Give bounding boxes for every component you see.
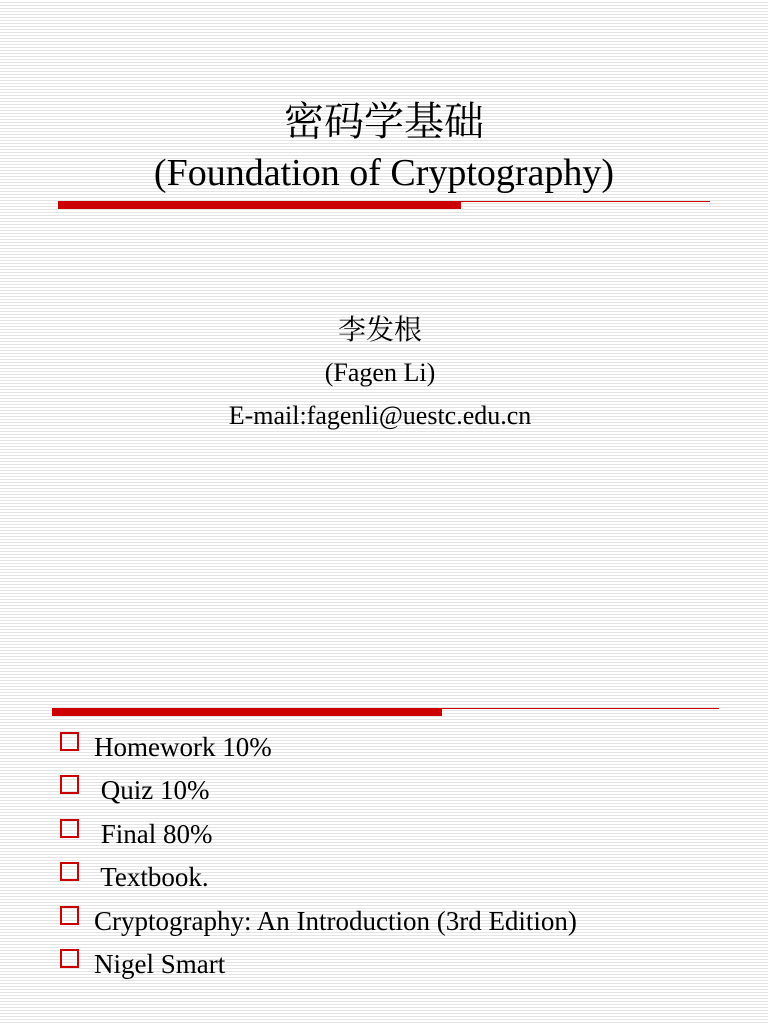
- list-item-text: Nigel Smart: [94, 948, 226, 979]
- section-divider-thin: [442, 708, 719, 709]
- list-item: [58, 945, 748, 988]
- hollow-square-bullet-icon: [60, 775, 79, 794]
- title-divider-thin: [461, 201, 710, 202]
- list-item: [58, 728, 748, 771]
- author-name-english: (Fagen Li): [324, 358, 436, 387]
- hollow-square-bullet-icon: [60, 949, 79, 968]
- author-name-chinese: 李发根: [337, 315, 422, 346]
- hollow-square-bullet-icon: [60, 732, 79, 751]
- list-item-text: Final 80%: [94, 818, 213, 849]
- slide-title-english: (Foundation of Cryptography): [153, 152, 615, 194]
- list-item: [58, 771, 748, 814]
- list-item-text: Textbook.: [94, 862, 209, 893]
- list-item-text: Homework 10%: [94, 732, 272, 762]
- author-email: E-mail:fagenli@uestc.edu.cn: [228, 401, 532, 430]
- hollow-square-bullet-icon: [60, 906, 79, 925]
- list-item: [58, 858, 748, 901]
- list-item-text: Quiz 10%: [94, 775, 210, 806]
- list-item-text: Cryptography: An Introduction (3rd Edition): [94, 905, 577, 936]
- hollow-square-bullet-icon: [60, 819, 79, 838]
- slide-title-chinese: 密码学基础: [284, 99, 484, 144]
- list-item: [58, 815, 748, 858]
- list-item: [58, 902, 748, 945]
- course-info-list: [58, 728, 748, 988]
- title-divider-thick: [58, 201, 461, 209]
- section-divider-thick: [52, 708, 442, 716]
- hollow-square-bullet-icon: [60, 862, 79, 881]
